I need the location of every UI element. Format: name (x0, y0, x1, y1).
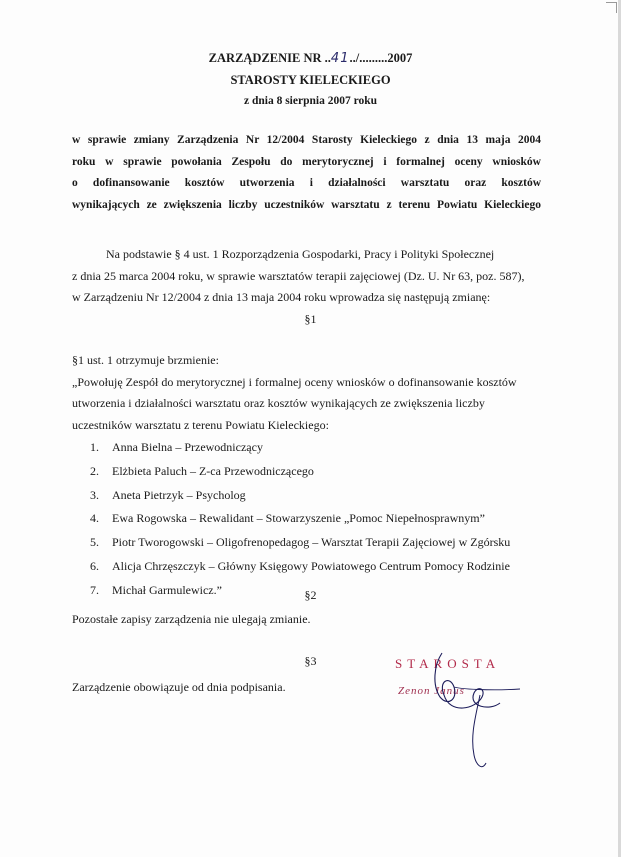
section-1-heading: §1 (304, 312, 317, 326)
list-item (90, 507, 510, 531)
list-item-number: 5. (90, 535, 99, 550)
document-title (0, 51, 621, 66)
list-item-number: 2. (90, 463, 99, 478)
subject-line: wynikających ze zwiększenia liczby uczestników warsztatu z terenu Powiatu Kieleckiego (72, 198, 541, 211)
list-item (90, 460, 510, 484)
preamble-line: z dnia 25 marca 2004 roku, w sprawie warsztatów terapii zajęciowej (Dz. U. Nr 63, poz. 587), (72, 268, 525, 283)
title-suffix: ../.........2007 (349, 51, 413, 65)
list-item-text: Piotr Tworogowski – Oligofrenopedagog – Warsztat Terapii Zajęciowej w Zgórsku (112, 535, 511, 550)
stamp-title: STAROSTA (395, 656, 501, 671)
list-item (90, 484, 510, 508)
list-item (90, 436, 510, 460)
list-item (90, 555, 510, 579)
preamble-line: Na podstawie § 4 ust. 1 Rozporządzenia Gospodarki, Pracy i Polityki Społecznej (106, 247, 495, 261)
section-1-paragraph (72, 350, 547, 436)
list-item-number: 3. (90, 487, 99, 502)
section-1-line: uczestników warsztatu z terenu Powiatu Kieleckiego: (72, 417, 329, 432)
section-2-heading: §2 (304, 588, 317, 602)
subject-line: roku w sprawie powołania Zespołu do merytorycznej i formalnej oceny wniosków (72, 155, 541, 168)
list-item-text: Alicja Chrzęszczyk – Główny Księgowy Powiatowego Centrum Pomocy Rodzinie (112, 558, 510, 573)
list-item-text: Aneta Pietrzyk – Psycholog (112, 487, 246, 502)
section-3-heading: §3 (304, 654, 317, 668)
title-prefix: ZARZĄDZENIE NR .. (208, 51, 331, 65)
subject-line: o dofinansowanie kosztów utworzenia i działalności warsztatu oraz kosztów (72, 177, 541, 189)
corner-mark (606, 2, 617, 13)
title-number-handwritten: 41 (330, 51, 350, 66)
section-1-line: „Powołuję Zespół do merytorycznej i formalnej oceny wniosków o dofinansowanie kosztów (72, 374, 517, 389)
subject-block (72, 130, 541, 216)
list-item-text: Ewa Rogowska – Rewalidant – Stowarzyszenie „Pomoc Niepełnosprawnym” (112, 511, 485, 526)
list-item-number: 7. (90, 582, 99, 597)
stamp-name: Zenon Janus (398, 685, 465, 697)
list-item-number: 1. (90, 440, 99, 454)
list-item-text: Michał Garmulewicz.” (112, 582, 222, 597)
list-item-text: Elżbieta Paluch – Z-ca Przewodniczącego (112, 463, 314, 478)
subject-line: w sprawie zmiany Zarządzenia Nr 12/2004 Starosty Kieleckiego z dnia 13 maja 2004 (72, 134, 541, 146)
signature-icon (420, 645, 530, 775)
preamble-paragraph (72, 244, 547, 309)
list-item-text: Anna Bielna – Przewodniczący (112, 440, 263, 454)
document-date: z dnia 8 sierpnia 2007 roku (243, 95, 378, 107)
section-2-text: Pozostałe zapisy zarządzenia nie ulegają zmianie. (72, 612, 311, 626)
section-3-text: Zarządzenie obowiązuje od dnia podpisania. (72, 680, 286, 694)
list-item (90, 531, 510, 555)
section-1-line: §1 ust. 1 otrzymuje brzmienie: (72, 353, 219, 367)
preamble-line: w Zarządzeniu Nr 12/2004 z dnia 13 maja 2004 roku wprowadza się następują zmianę: (72, 290, 491, 304)
issuer: STAROSTY KIELECKIEGO (230, 73, 391, 87)
section-1-line: utworzenia i działalności warsztatu oraz kosztów wynikających ze zwiększenia liczby (72, 396, 485, 410)
list-item-number: 6. (90, 558, 99, 573)
team-members-list (90, 436, 510, 603)
list-item-number: 4. (90, 511, 99, 526)
